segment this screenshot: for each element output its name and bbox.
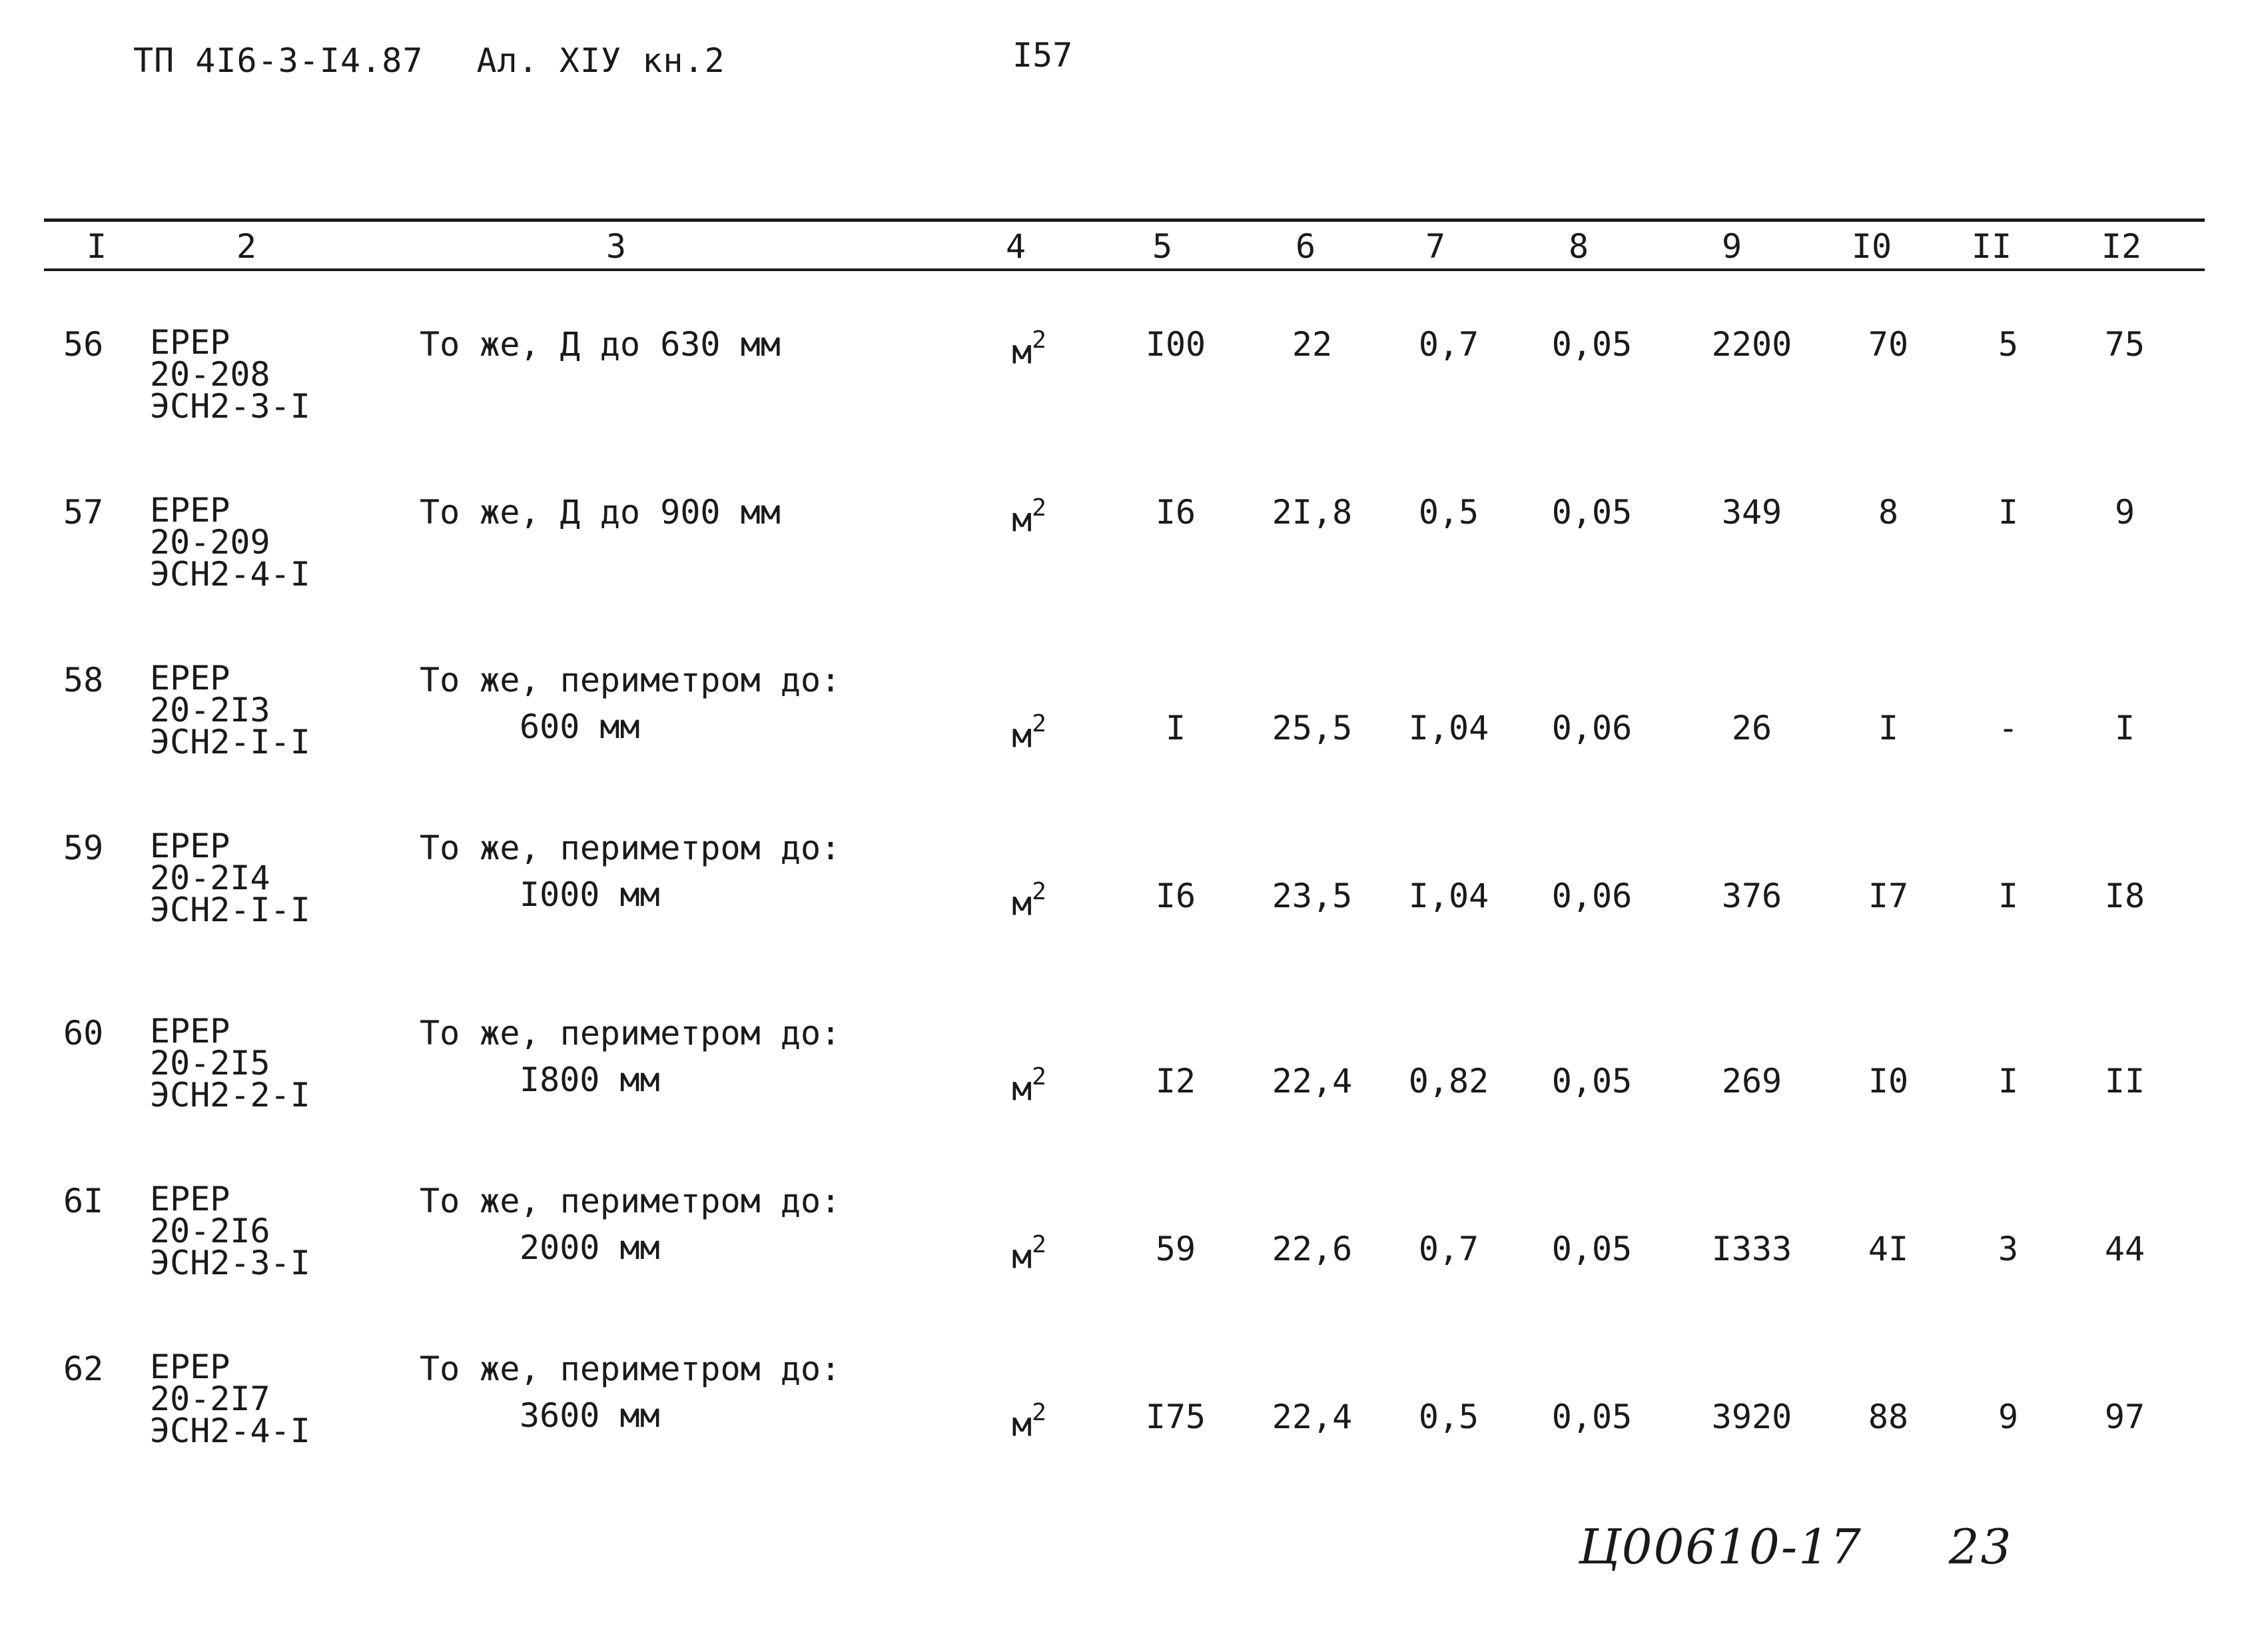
rate-code-line: 20-2I6 <box>150 1212 270 1250</box>
rate-code <box>150 491 310 594</box>
unit-base: м <box>1012 1405 1032 1444</box>
row-index: 62 <box>63 1350 104 1388</box>
value-col-6: 22,4 <box>1272 1062 1353 1100</box>
value-col-10: 88 <box>1868 1398 1909 1436</box>
value-col-7: 0,7 <box>1418 1230 1479 1268</box>
handwritten-inventory-note <box>1579 1519 2012 1575</box>
value-col-6: 22,6 <box>1272 1230 1353 1268</box>
unit <box>949 710 1109 754</box>
unit-exponent: 2 <box>1032 326 1046 354</box>
unit-exponent: 2 <box>1032 1231 1046 1258</box>
value-col-11: I <box>1998 877 2019 915</box>
work-description <box>420 494 781 530</box>
unit-exponent: 2 <box>1032 1063 1046 1090</box>
value-col-5: I <box>1165 709 1186 747</box>
value-col-11: 3 <box>1998 1230 2019 1268</box>
value-col-6: 22 <box>1292 325 1333 364</box>
table-row <box>0 827 2242 997</box>
rate-code-line: 20-209 <box>150 523 270 562</box>
rate-code <box>150 1012 310 1114</box>
table-top-rule <box>44 218 2205 222</box>
value-col-7: 0,82 <box>1408 1062 1489 1100</box>
document-code: ТП 4I6-3-I4.87 <box>133 41 424 80</box>
unit <box>949 1063 1109 1107</box>
value-col-9: 349 <box>1721 493 1782 532</box>
unit-exponent: 2 <box>1032 878 1046 905</box>
value-col-9: 3920 <box>1711 1398 1792 1436</box>
row-index: 6I <box>63 1182 104 1220</box>
rate-code-line: ЭСН2-I-I <box>150 723 310 761</box>
work-description <box>420 830 841 913</box>
table-header-rule <box>44 268 2205 271</box>
value-col-6: 23,5 <box>1272 877 1353 915</box>
column-header-6: 6 <box>1295 227 1316 266</box>
document-header <box>133 41 725 80</box>
value-col-7: I,04 <box>1408 709 1489 747</box>
column-header-7: 7 <box>1425 227 1446 266</box>
value-col-10: 70 <box>1868 325 1909 364</box>
value-col-12: I <box>2114 709 2135 747</box>
description-size: 2000 мм <box>520 1228 660 1267</box>
page-number: I57 <box>1012 36 1073 75</box>
value-col-11: I <box>1998 493 2019 532</box>
row-index: 57 <box>63 493 104 532</box>
unit <box>949 1399 1109 1443</box>
description-text: То же, периметром до: <box>420 1014 841 1052</box>
column-header-9: 9 <box>1721 227 1742 266</box>
unit-base: м <box>1012 884 1032 923</box>
work-description <box>420 1351 841 1434</box>
description-size: 3600 мм <box>520 1396 660 1435</box>
rate-code-line: 20-2I3 <box>150 691 270 729</box>
column-header-10: I0 <box>1851 227 1892 266</box>
value-col-10: 4I <box>1868 1230 1909 1268</box>
row-index: 60 <box>63 1014 104 1052</box>
value-col-9: 269 <box>1721 1062 1782 1100</box>
column-header-8: 8 <box>1568 227 1589 266</box>
rate-code-line: 20-2I7 <box>150 1380 270 1418</box>
row-index: 58 <box>63 661 104 699</box>
row-index: 56 <box>63 325 104 364</box>
value-col-11: 9 <box>1998 1398 2019 1436</box>
value-col-11: I <box>1998 1062 2019 1100</box>
value-col-9: I333 <box>1711 1230 1792 1268</box>
value-col-12: II <box>2104 1062 2145 1100</box>
rate-code-line: 20-208 <box>150 355 270 394</box>
unit-exponent: 2 <box>1032 1399 1046 1426</box>
value-col-11: 5 <box>1998 325 2019 364</box>
rate-code-line: 20-2I5 <box>150 1044 270 1082</box>
rate-code <box>150 827 310 929</box>
value-col-8: 0,06 <box>1551 709 1633 747</box>
unit-exponent: 2 <box>1032 494 1046 522</box>
table-row <box>0 491 2242 661</box>
column-header-2: 2 <box>236 227 257 266</box>
work-description <box>420 326 781 362</box>
table-row <box>0 1180 2242 1350</box>
unit-base: м <box>1012 332 1032 372</box>
rate-code-line: 20-2I4 <box>150 859 270 897</box>
description-text: То же, периметром до: <box>420 829 841 867</box>
work-description <box>420 1015 841 1098</box>
table-row <box>0 1012 2242 1182</box>
work-description <box>420 662 841 745</box>
value-col-8: 0,05 <box>1551 1230 1633 1268</box>
description-text: То же, периметром до: <box>420 661 841 699</box>
column-header-11: II <box>1971 227 2012 266</box>
rate-code <box>150 1348 310 1450</box>
rate-code-line: ЕРЕР <box>150 1012 230 1050</box>
description-text: То же, периметром до: <box>420 1350 841 1388</box>
sheet-number: 23 <box>1948 1519 2013 1575</box>
table-row <box>0 323 2242 493</box>
value-col-12: I8 <box>2104 877 2145 915</box>
rate-code <box>150 659 310 761</box>
unit <box>949 1231 1109 1275</box>
unit-base: м <box>1012 1237 1032 1276</box>
value-col-10: I7 <box>1868 877 1909 915</box>
unit <box>949 878 1109 922</box>
rate-code-line: ЭСН2-4-I <box>150 1412 310 1450</box>
unit <box>949 494 1109 538</box>
description-text: То же, периметром до: <box>420 1182 841 1220</box>
unit-base: м <box>1012 500 1032 540</box>
description-size: I800 мм <box>520 1060 660 1099</box>
value-col-5: I6 <box>1155 877 1196 915</box>
value-col-8: 0,05 <box>1551 1062 1633 1100</box>
value-col-7: 0,7 <box>1418 325 1479 364</box>
column-header-4: 4 <box>1005 227 1026 266</box>
table-row <box>0 1348 2242 1517</box>
rate-code <box>150 323 310 426</box>
table-row <box>0 659 2242 829</box>
value-col-12: 44 <box>2104 1230 2145 1268</box>
value-col-6: 25,5 <box>1272 709 1353 747</box>
value-col-7: 0,5 <box>1418 1398 1479 1436</box>
description-text: То же, Д до 630 мм <box>420 325 781 364</box>
value-col-7: I,04 <box>1408 877 1489 915</box>
value-col-12: 9 <box>2114 493 2135 532</box>
rate-code <box>150 1180 310 1282</box>
column-header-1: I <box>86 227 107 266</box>
rate-code-line: ЭСН2-2-I <box>150 1076 310 1114</box>
description-size: 600 мм <box>520 707 640 746</box>
unit-exponent: 2 <box>1032 710 1046 737</box>
value-col-8: 0,06 <box>1551 877 1633 915</box>
rate-code-line: ЕРЕР <box>150 1348 230 1386</box>
album-reference: Ал. XIУ кн.2 <box>476 41 725 80</box>
value-col-8: 0,05 <box>1551 325 1633 364</box>
rate-code-line: ЕРЕР <box>150 323 230 362</box>
rate-code-line: ЕРЕР <box>150 491 230 530</box>
row-index: 59 <box>63 829 104 867</box>
rate-code-line: ЕРЕР <box>150 1180 230 1218</box>
inventory-number: Ц00610-17 <box>1579 1519 1862 1575</box>
value-col-12: 75 <box>2104 325 2145 364</box>
description-text: То же, Д до 900 мм <box>420 493 781 532</box>
column-header-3: 3 <box>605 227 627 266</box>
column-header-5: 5 <box>1152 227 1173 266</box>
value-col-5: I6 <box>1155 493 1196 532</box>
work-description <box>420 1183 841 1266</box>
value-col-9: 26 <box>1731 709 1772 747</box>
value-col-5: I2 <box>1155 1062 1196 1100</box>
value-col-10: I <box>1878 709 1899 747</box>
rate-code-line: ЕРЕР <box>150 659 230 697</box>
rate-code-line: ЭСН2-I-I <box>150 891 310 929</box>
unit-base: м <box>1012 716 1032 755</box>
rate-code-line: ЕРЕР <box>150 827 230 865</box>
value-col-6: 2I,8 <box>1272 493 1353 532</box>
value-col-11: - <box>1998 709 2019 747</box>
value-col-10: 8 <box>1878 493 1899 532</box>
value-col-5: I00 <box>1145 325 1206 364</box>
value-col-5: I75 <box>1145 1398 1206 1436</box>
value-col-7: 0,5 <box>1418 493 1479 532</box>
value-col-6: 22,4 <box>1272 1398 1353 1436</box>
value-col-8: 0,05 <box>1551 1398 1633 1436</box>
rate-code-line: ЭСН2-3-I <box>150 387 310 426</box>
value-col-9: 2200 <box>1711 325 1792 364</box>
column-header-12: I2 <box>2101 227 2142 266</box>
value-col-8: 0,05 <box>1551 493 1633 532</box>
description-size: I000 мм <box>520 875 660 914</box>
value-col-9: 376 <box>1721 877 1782 915</box>
rate-code-line: ЭСН2-4-I <box>150 555 310 594</box>
value-col-10: I0 <box>1868 1062 1909 1100</box>
unit <box>949 326 1109 370</box>
value-col-12: 97 <box>2104 1398 2145 1436</box>
rate-code-line: ЭСН2-3-I <box>150 1244 310 1282</box>
unit-base: м <box>1012 1069 1032 1108</box>
value-col-5: 59 <box>1155 1230 1196 1268</box>
